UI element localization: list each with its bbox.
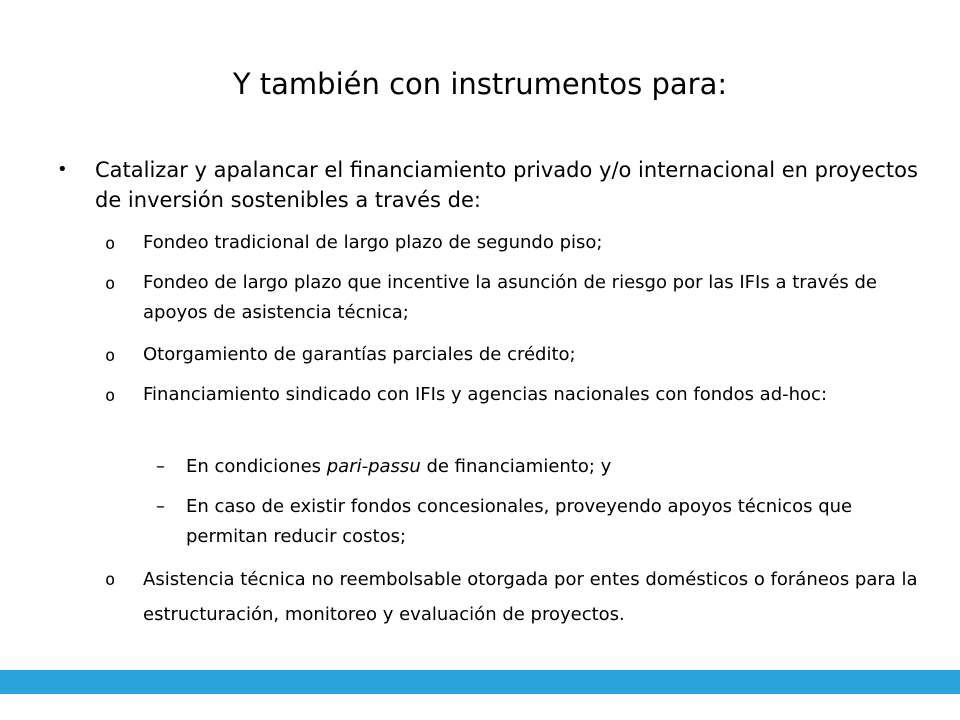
sub-item-marker: o [105,234,116,254]
sub-item-marker: o [105,274,116,294]
sub-item-marker: o [105,386,116,406]
sub-item-garantias [105,340,943,370]
text-before: En condiciones [186,456,327,477]
sub-sub-item-concesionales [156,492,936,552]
slide-title: Y también con instrumentos para: [232,67,728,101]
sub-item-text: Fondeo de largo plazo que incentive la asunción de riesgo por las IFIs a través de apoyos de asistencia técnica; [143,272,878,323]
dash-marker: – [156,456,165,477]
bullet-main-text: Catalizar y apalancar el financiamiento privado y/o internacional en proyectos de inversión sostenibles a través de: [95,158,918,212]
italic-term: pari-passu [326,456,421,477]
text-after: de financiamiento; y [420,456,612,477]
sub-item-marker: o [105,346,116,366]
footer-bar [0,670,960,694]
sub-item-text: Financiamiento sindicado con IFIs y agencias nacionales con fondos ad-hoc: [143,384,828,405]
sub-item-text: Otorgamiento de garantías parciales de crédito; [143,344,576,365]
sub-sub-item-text: En caso de existir fondos concesionales, proveyendo apoyos técnicos que permitan reducir costos; [186,496,853,547]
bullet-marker: • [57,159,68,180]
dash-marker: – [156,496,165,517]
sub-item-text: Fondeo tradicional de largo plazo de segundo piso; [143,232,603,253]
bullet-main [57,155,945,215]
sub-item-fondeo-tradicional [105,228,943,258]
sub-item-text: Asistencia técnica no reembolsable otorgada por entes domésticos o foráneos para la estructuración, monitoreo y evaluación de proyectos. [143,569,918,625]
sub-sub-item-text [186,452,936,482]
sub-item-marker: o [105,570,116,590]
sub-sub-item-pari-passu [156,452,936,482]
sub-item-financiamiento-sindicado [105,380,943,410]
sub-item-asistencia-tecnica [105,562,943,632]
sub-item-fondeo-riesgo [105,268,943,328]
